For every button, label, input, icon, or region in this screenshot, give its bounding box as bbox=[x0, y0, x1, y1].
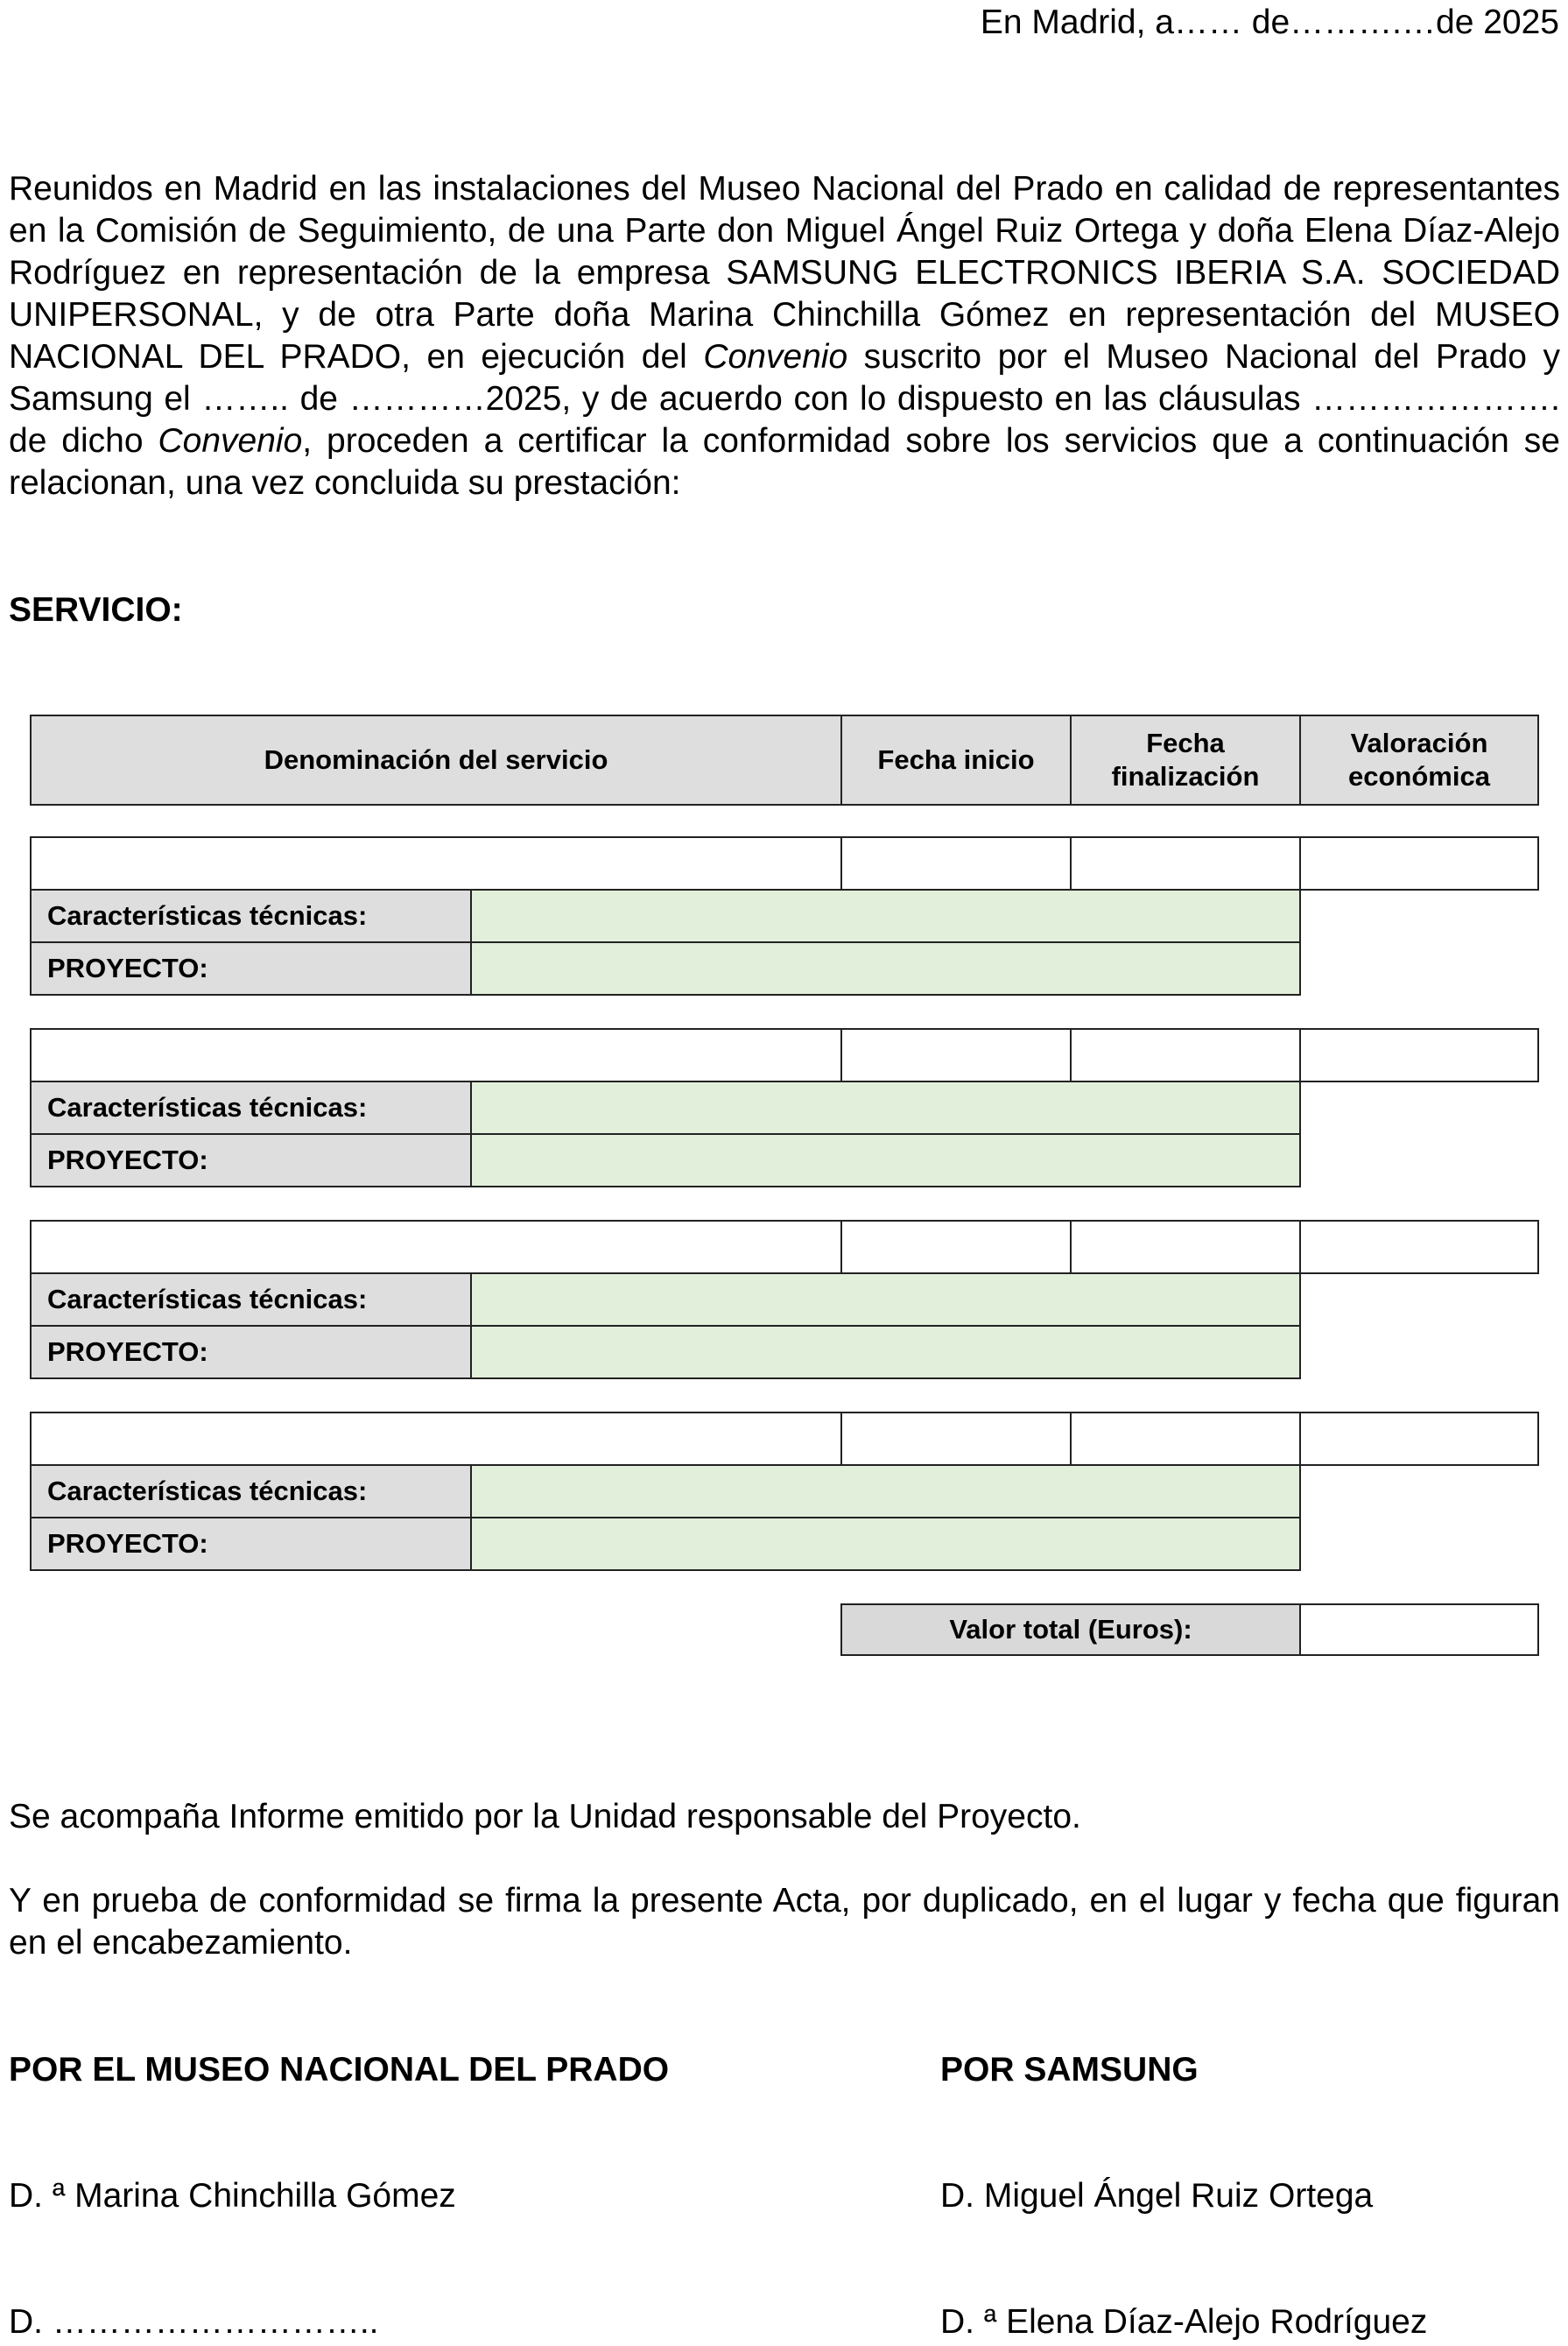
report-note: Se acompaña Informe emitido por la Unidad responsable del Proyecto. bbox=[9, 1798, 1081, 1835]
project-field[interactable] bbox=[470, 941, 1301, 996]
signature-right-name2: D. ª Elena Díaz-Alejo Rodríguez bbox=[940, 2303, 1428, 2341]
characteristics-label: Características técnicas: bbox=[30, 889, 472, 943]
project-label: PROYECTO: bbox=[30, 941, 472, 996]
header-fecha-inicio: Fecha inicio bbox=[840, 715, 1072, 806]
characteristics-field[interactable] bbox=[470, 1464, 1301, 1518]
signature-right-name1: D. Miguel Ángel Ruiz Ortega bbox=[940, 2177, 1374, 2215]
start-date-field[interactable] bbox=[840, 1220, 1072, 1274]
end-date-field[interactable] bbox=[1070, 836, 1301, 891]
convenio-term: Convenio bbox=[158, 422, 303, 460]
convenio-term: Convenio bbox=[703, 338, 848, 376]
total-label: Valor total (Euros): bbox=[840, 1603, 1301, 1656]
start-date-field[interactable] bbox=[840, 836, 1072, 891]
header-valoracion: Valoración económica bbox=[1299, 715, 1539, 806]
service-heading: SERVICIO: bbox=[9, 591, 183, 629]
intro-text-2: suscrito por el Museo Nacional del Prado y Samsung el …….. de …………2025, y de acuerdo con lo dispuesto en las cláusulas …………………. de dicho bbox=[9, 338, 1561, 460]
characteristics-field[interactable] bbox=[470, 889, 1301, 943]
service-name-field[interactable] bbox=[30, 1412, 842, 1466]
project-field[interactable] bbox=[470, 1133, 1301, 1187]
value-field[interactable] bbox=[1299, 836, 1539, 891]
end-date-field[interactable] bbox=[1070, 1028, 1301, 1082]
project-label: PROYECTO: bbox=[30, 1133, 472, 1187]
date-line: En Madrid, a…… de……….…de 2025 bbox=[980, 4, 1559, 41]
project-label: PROYECTO: bbox=[30, 1325, 472, 1379]
project-field[interactable] bbox=[470, 1517, 1301, 1571]
project-label: PROYECTO: bbox=[30, 1517, 472, 1571]
characteristics-label: Características técnicas: bbox=[30, 1464, 472, 1518]
end-date-field[interactable] bbox=[1070, 1220, 1301, 1274]
value-field[interactable] bbox=[1299, 1220, 1539, 1274]
characteristics-label: Características técnicas: bbox=[30, 1081, 472, 1135]
signature-left-title: POR EL MUSEO NACIONAL DEL PRADO bbox=[9, 2051, 670, 2089]
end-date-field[interactable] bbox=[1070, 1412, 1301, 1466]
header-fecha-finalizacion: Fecha finalización bbox=[1070, 715, 1301, 806]
project-field[interactable] bbox=[470, 1325, 1301, 1379]
header-denominacion: Denominación del servicio bbox=[30, 715, 842, 806]
signature-left-name1: D. ª Marina Chinchilla Gómez bbox=[9, 2177, 456, 2215]
total-value-field[interactable] bbox=[1299, 1603, 1539, 1656]
value-field[interactable] bbox=[1299, 1028, 1539, 1082]
value-field[interactable] bbox=[1299, 1412, 1539, 1466]
intro-paragraph bbox=[9, 168, 1560, 504]
service-name-field[interactable] bbox=[30, 836, 842, 891]
closing-paragraph: Y en prueba de conformidad se firma la presente Acta, por duplicado, en el lugar y fecha que figuran en el encabezamiento. bbox=[9, 1882, 1560, 1962]
characteristics-field[interactable] bbox=[470, 1272, 1301, 1327]
service-name-field[interactable] bbox=[30, 1220, 842, 1274]
intro-text-3: , proceden a certificar la conformidad sobre los servicios que a continuación se relacionan, una vez concluida su prestación: bbox=[9, 422, 1560, 502]
start-date-field[interactable] bbox=[840, 1412, 1072, 1466]
intro-text-1: Reunidos en Madrid en las instalaciones del Museo Nacional del Prado en calidad de representantes en la Comisión de Seguimiento, de una Parte don Miguel Ángel Ruiz Ortega y doña Elena Díaz-Alejo Rodríguez en representación de la empresa SAMSUNG ELECTRONICS IBERIA S.A. SOCIEDAD UNIPERSONAL, y de otra Parte doña Marina Chinchilla Gómez en representación del MUSEO NACIONAL DEL PRADO, en ejecución del bbox=[9, 170, 1560, 376]
characteristics-field[interactable] bbox=[470, 1081, 1301, 1135]
characteristics-label: Características técnicas: bbox=[30, 1272, 472, 1327]
signature-right-title: POR SAMSUNG bbox=[940, 2051, 1199, 2089]
signature-left-name2: D. ……………………….. bbox=[9, 2303, 379, 2341]
service-name-field[interactable] bbox=[30, 1028, 842, 1082]
start-date-field[interactable] bbox=[840, 1028, 1072, 1082]
